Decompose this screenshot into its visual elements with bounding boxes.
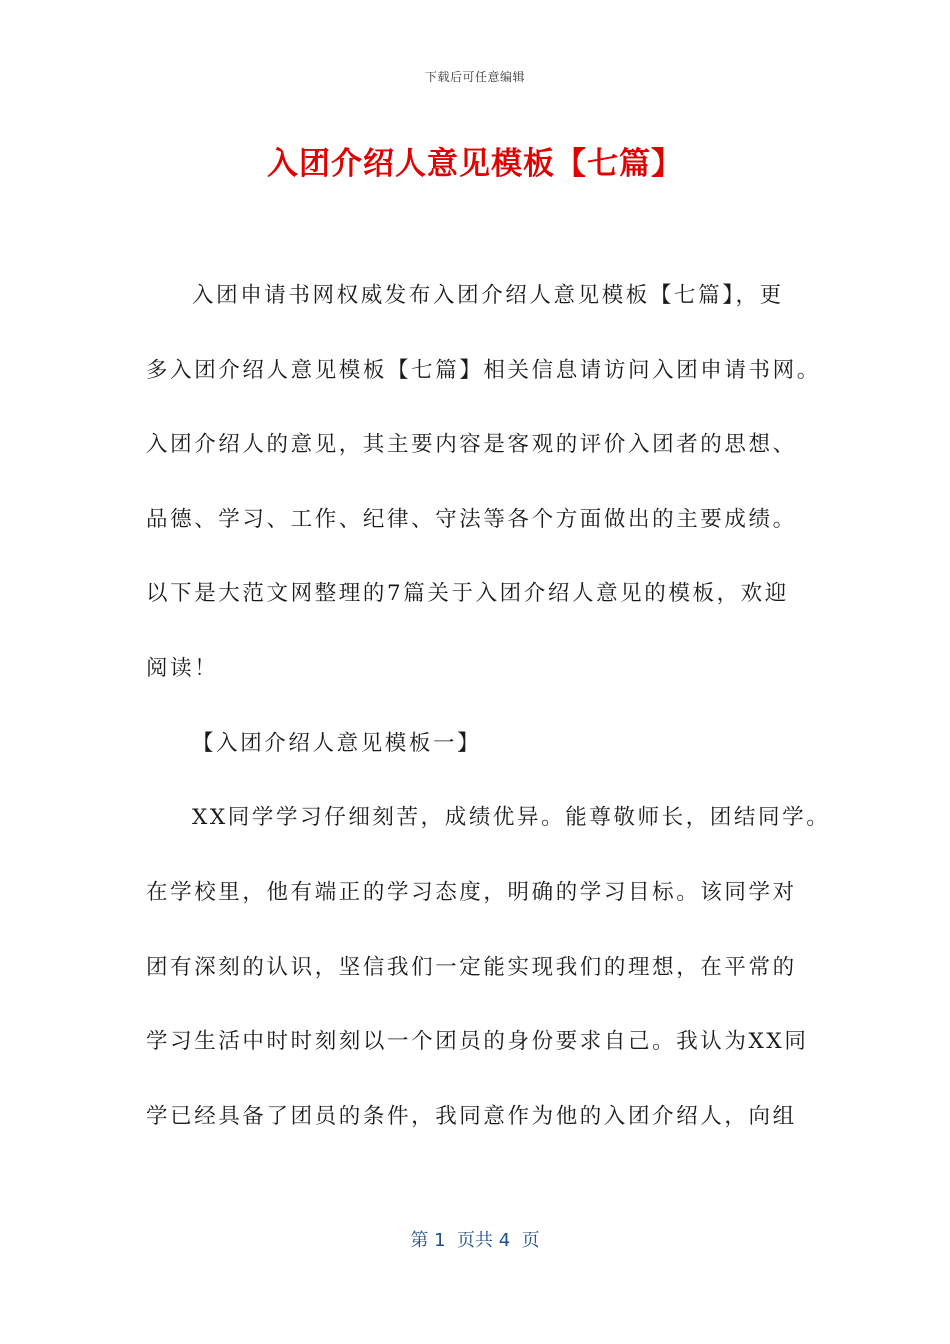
document-title: 入团介绍人意见模板【七篇】 (267, 146, 683, 182)
paragraph-line: 在学校里，他有端正的学习态度，明确的学习目标。该同学对 (146, 880, 797, 905)
header-note: 下载后可任意编辑 (424, 70, 525, 84)
paragraph-line: XX同学学习仔细刻苦，成绩优异。能尊敬师长，团结同学。 (192, 805, 831, 830)
paragraph-line: 多入团介绍人意见模板【七篇】相关信息请访问入团申请书网。 (146, 358, 821, 383)
section-heading: 【入团介绍人意见模板一】 (192, 731, 482, 756)
page-number-footer: 第 1 页共 4 页 (410, 1230, 540, 1251)
paragraph-line: 阅读！ (146, 656, 219, 681)
paragraph-line: 入团申请书网权威发布入团介绍人意见模板【七篇】，更 (192, 283, 784, 308)
paragraph-line: 团有深刻的认识，坚信我们一定能实现我们的理想，在平常的 (146, 955, 797, 980)
paragraph-line: 学已经具备了团员的条件，我同意作为他的入团介绍人，向组 (146, 1104, 797, 1129)
paragraph-line: 入团介绍人的意见，其主要内容是客观的评价入团者的思想、 (146, 432, 797, 457)
paragraph-line: 品德、学习、工作、纪律、守法等各个方面做出的主要成绩。 (146, 507, 797, 532)
paragraph-line: 学习生活中时时刻刻以一个团员的身份要求自己。我认为XX同 (146, 1029, 809, 1054)
paragraph-line: 以下是大范文网整理的7篇关于入团介绍人意见的模板，欢迎 (146, 581, 789, 606)
